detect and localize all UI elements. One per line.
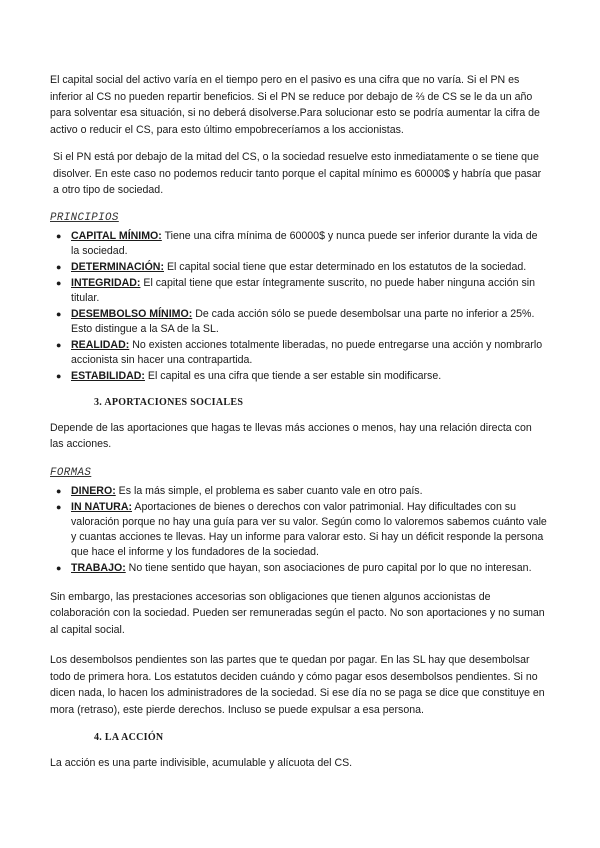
bullet-icon: ● xyxy=(56,277,62,288)
bullet-icon: ● xyxy=(56,339,62,350)
principios-heading: PRINCIPIOS xyxy=(50,211,119,224)
list-item-term: DESEMBOLSO MÍNIMO: xyxy=(71,307,193,320)
list-item-text: Tiene una cifra mínima de 60000$ y nunca puede ser inferior durante la vida de la sociedad. xyxy=(71,229,538,257)
formas-list xyxy=(50,484,548,576)
bullet-icon: ● xyxy=(56,261,62,272)
intro-paragraph-2: Si el PN está por debajo de la mitad del CS, o la sociedad resuelve esto inmediatamente o se tiene que disolver. En este caso no podemos reducir tanto porque el capital mínimo es 60000$ y habría que pasar a otro tipo de sociedad. xyxy=(53,151,542,196)
prestaciones-paragraph: Sin embargo, las prestaciones accesorias son obligaciones que tienen algunos accionistas de colaboración con la sociedad. Pueden ser remuneradas según el pacto. No son aportaciones y no suman al capital social. xyxy=(50,590,545,636)
list-item-text: No existen acciones totalmente liberadas, no puede entregarse una acción y nombrarlo accionista sin hacer una contrapartida. xyxy=(71,338,543,366)
list-item-term: ESTABILIDAD: xyxy=(71,369,145,382)
section-4-heading: 4. LA ACCIÓN xyxy=(94,732,164,743)
intro-paragraph-1: El capital social del activo varía en el tiempo pero en el pasivo es una cifra que no varía. Si el PN es inferior al CS no pueden repartir beneficios. Si el PN se reduce por debajo de ⅔ de CS se le da un año para solventar esa situación, si no deberá disolverse.Para solucionar esto se podría aumentar la cifra de activo o reducir el CS, para esto último empobreceríamos a los accionistas. xyxy=(50,74,540,136)
bullet-icon: ● xyxy=(56,501,62,512)
list-item xyxy=(50,369,548,384)
list-item xyxy=(50,484,548,499)
list-item xyxy=(50,307,548,337)
list-item-term: INTEGRIDAD: xyxy=(71,276,141,289)
list-item xyxy=(50,229,548,259)
section-3-heading: 3. APORTACIONES SOCIALES xyxy=(94,396,244,408)
list-item-text: El capital tiene que estar íntegramente suscrito, no puede haber ninguna acción sin titular. xyxy=(71,276,536,304)
list-item-text: No tiene sentido que hayan, son asociaciones de puro capital por lo que no interesan. xyxy=(125,561,532,574)
list-item-text: El capital social tiene que estar determinado en los estatutos de la sociedad. xyxy=(164,260,527,273)
section-3-intro: Depende de las aportaciones que hagas te llevas más acciones o menos, hay una relación directa con las acciones. xyxy=(50,421,532,450)
bullet-icon: ● xyxy=(56,562,62,573)
list-item-text: Aportaciones de bienes o derechos con valor patrimonial. Hay dificultades con su valoración porque no hay una guía para ver su valor. Según como lo valoremos sabemos cuánto vale y cuantas acciones te llevas. Hay un informe para valorar esto. Si hay un déficit responde la persona que hace el informe y los fundadores de la sociedad. xyxy=(71,500,547,558)
list-item-term: TRABAJO: xyxy=(71,561,126,574)
bullet-icon: ● xyxy=(56,230,62,241)
list-item-term: DETERMINACIÓN: xyxy=(71,260,164,273)
list-item xyxy=(50,276,548,306)
list-item-term: IN NATURA: xyxy=(71,500,133,513)
bullet-icon: ● xyxy=(56,485,62,496)
list-item-term: REALIDAD: xyxy=(71,338,130,351)
list-item xyxy=(50,338,548,368)
bullet-icon: ● xyxy=(56,308,62,319)
list-item xyxy=(50,561,548,576)
list-item xyxy=(50,260,548,275)
list-item xyxy=(50,500,548,560)
bullet-icon: ● xyxy=(56,370,62,381)
list-item-text: De cada acción sólo se puede desembolsar una parte no inferior a 25%. Esto distingue a la SA de la SL. xyxy=(71,307,535,335)
formas-heading: FORMAS xyxy=(50,466,92,479)
section-4-intro: La acción es una parte indivisible, acumulable y alícuota del CS. xyxy=(50,757,353,769)
principios-list xyxy=(50,229,548,384)
desembolsos-paragraph: Los desembolsos pendientes son las partes que te quedan por pagar. En las SL hay que desembolsar todo de primera hora. Los estatutos deciden cuándo y cómo pagar esos desembolsos pendientes. Si no dicen nada, lo hacen los administradores de la sociedad. Si ese día no se paga se dice que constituye en mora (retraso), este pierde derechos. Incluso se puede expulsar a esa persona. xyxy=(50,654,545,716)
list-item-term: CAPITAL MÍNIMO: xyxy=(71,229,162,242)
list-item-text: El capital es una cifra que tiende a ser estable sin modificarse. xyxy=(144,369,442,382)
list-item-text: Es la más simple, el problema es saber cuanto vale en otro país. xyxy=(115,484,423,497)
list-item-term: DINERO: xyxy=(71,484,116,497)
